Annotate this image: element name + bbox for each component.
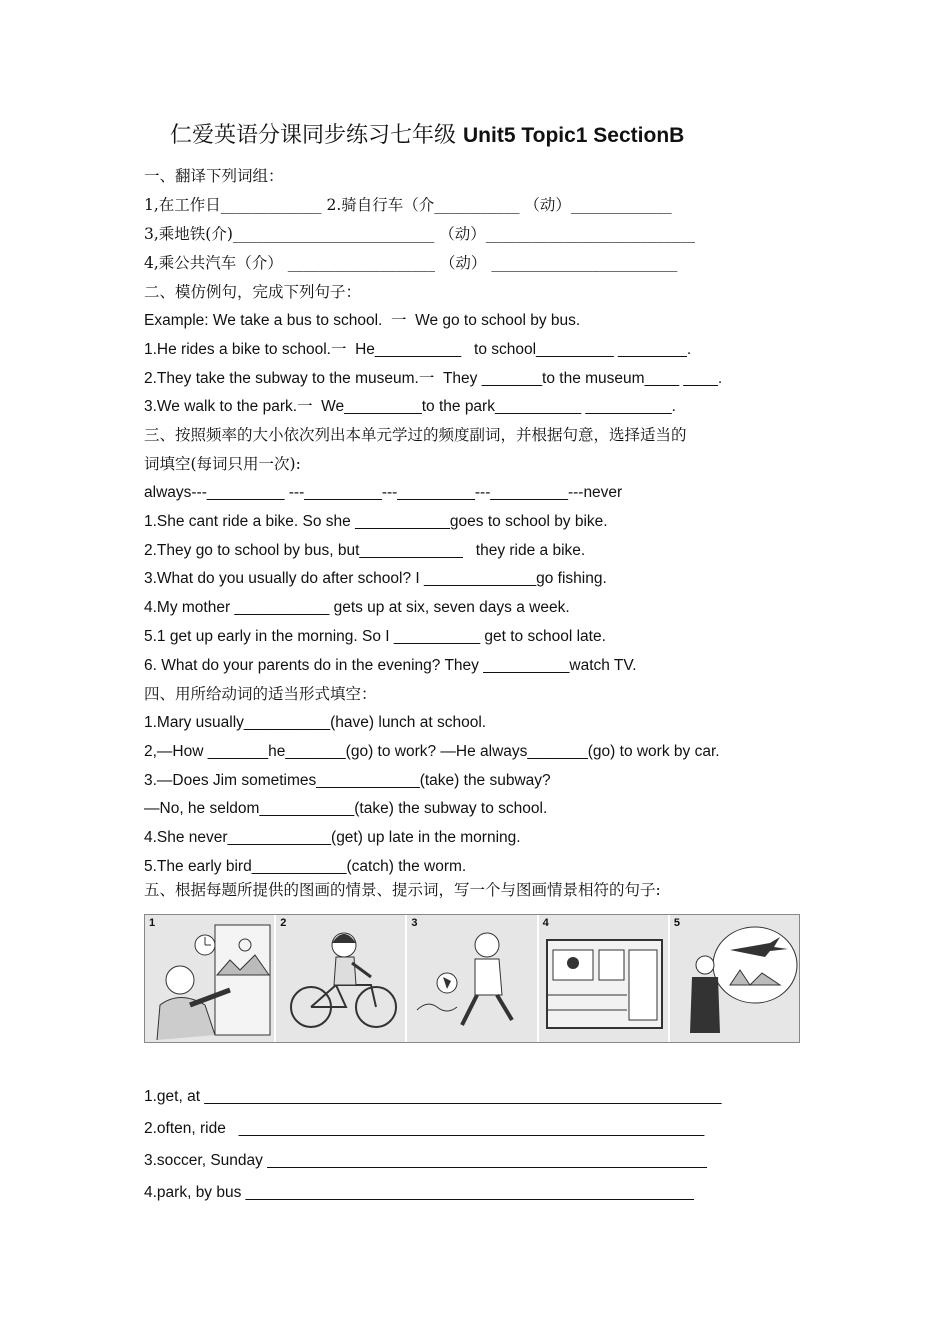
section4-item-1: 1.Mary usually__________(have) lunch at school. <box>144 714 487 731</box>
picture-number: 5 <box>673 917 680 929</box>
section2-item-2: 2.They take the subway to the museum.一 They _______to the museum____ ____. <box>144 370 723 387</box>
picture-strip <box>144 914 800 1043</box>
section3-item-1: 1.She cant ride a bike. So she ___________goes to school by bike. <box>144 513 608 530</box>
picture-number: 1 <box>149 917 156 929</box>
section5-item-2: 2.often, ride ______________________________________________________ <box>144 1120 705 1137</box>
section3-adverb-order: always---_________ ---_________---_________---_________---never <box>144 484 623 501</box>
page-title <box>170 118 684 149</box>
section2-example: Example: We take a bus to school. 一 We go to school by bus. <box>144 312 581 329</box>
section4-item-2: 2,—How _______he_______(go) to work? —He always_______(go) to work by car. <box>144 743 720 760</box>
clock-window-illustration <box>145 915 275 1042</box>
picture-number: 4 <box>542 917 549 929</box>
section3-heading-2: 词填空(每词只用一次): <box>144 455 301 473</box>
soccer-illustration <box>407 915 537 1042</box>
park-illustration <box>670 915 799 1042</box>
section5-heading: 五、根据每题所提供的图画的情景、提示词，写一个与图画情景相符的句子: <box>144 881 661 899</box>
section4-item-5: 5.The early bird___________(catch) the worm. <box>144 858 467 875</box>
section5-item-3: 3.soccer, Sunday ___________________________________________________ <box>144 1152 707 1169</box>
picture-number: 2 <box>280 917 287 929</box>
title-cn: 仁爱英语分课同步练习七年级 <box>170 123 457 148</box>
section1-item-1: 1,在工作日_____________ 2.骑自行车（介___________ （动）_____________ <box>144 196 672 214</box>
bus-illustration <box>539 915 669 1042</box>
section4-item-3-answer: —No, he seldom___________(take) the subway to school. <box>144 800 548 817</box>
picture-1-clock-window <box>145 915 276 1042</box>
section3-item-2: 2.They go to school by bus, but____________ they ride a bike. <box>144 542 586 559</box>
picture-number: 3 <box>411 917 418 929</box>
picture-5-park-plane <box>670 915 799 1042</box>
section4-item-3: 3.—Does Jim sometimes____________(take) the subway? <box>144 772 551 789</box>
section1-item-3: 3,乘地铁(介)__________________________ （动）___________________________ <box>144 225 696 243</box>
section3-item-4: 4.My mother ___________ gets up at six, seven days a week. <box>144 599 570 616</box>
section1-item-4: 4,乘公共汽车（介） ___________________ （动） ________________________ <box>144 254 678 272</box>
section2-item-3: 3.We walk to the park.一 We_________to the park__________ __________. <box>144 398 676 415</box>
section2-item-1: 1.He rides a bike to school.一 He__________ to school_________ ________. <box>144 341 692 358</box>
section3-item-5: 5.1 get up early in the morning. So I __________ get to school late. <box>144 628 606 645</box>
section3-item-6: 6. What do your parents do in the evening? They __________watch TV. <box>144 657 637 674</box>
picture-4-bus <box>539 915 670 1042</box>
section2-heading: 二、模仿例句，完成下列句子： <box>144 283 362 301</box>
section3-heading-1: 三、按照频率的大小依次列出本单元学过的频度副词，并根据句意，选择适当的 <box>144 426 687 444</box>
title-en: Unit5 Topic1 SectionB <box>463 124 685 147</box>
section4-item-4: 4.She never____________(get) up late in the morning. <box>144 829 521 846</box>
picture-3-boy-soccer <box>407 915 538 1042</box>
picture-2-girl-bike <box>276 915 407 1042</box>
section3-item-3: 3.What do you usually do after school? I _____________go fishing. <box>144 570 607 587</box>
section5-item-4: 4.park, by bus ____________________________________________________ <box>144 1184 694 1201</box>
section5-item-1: 1.get, at ____________________________________________________________ <box>144 1088 722 1105</box>
bicycle-illustration <box>276 915 406 1042</box>
section1-heading: 一、翻译下列词组： <box>144 167 284 185</box>
section4-heading: 四、用所给动词的适当形式填空： <box>144 685 377 703</box>
